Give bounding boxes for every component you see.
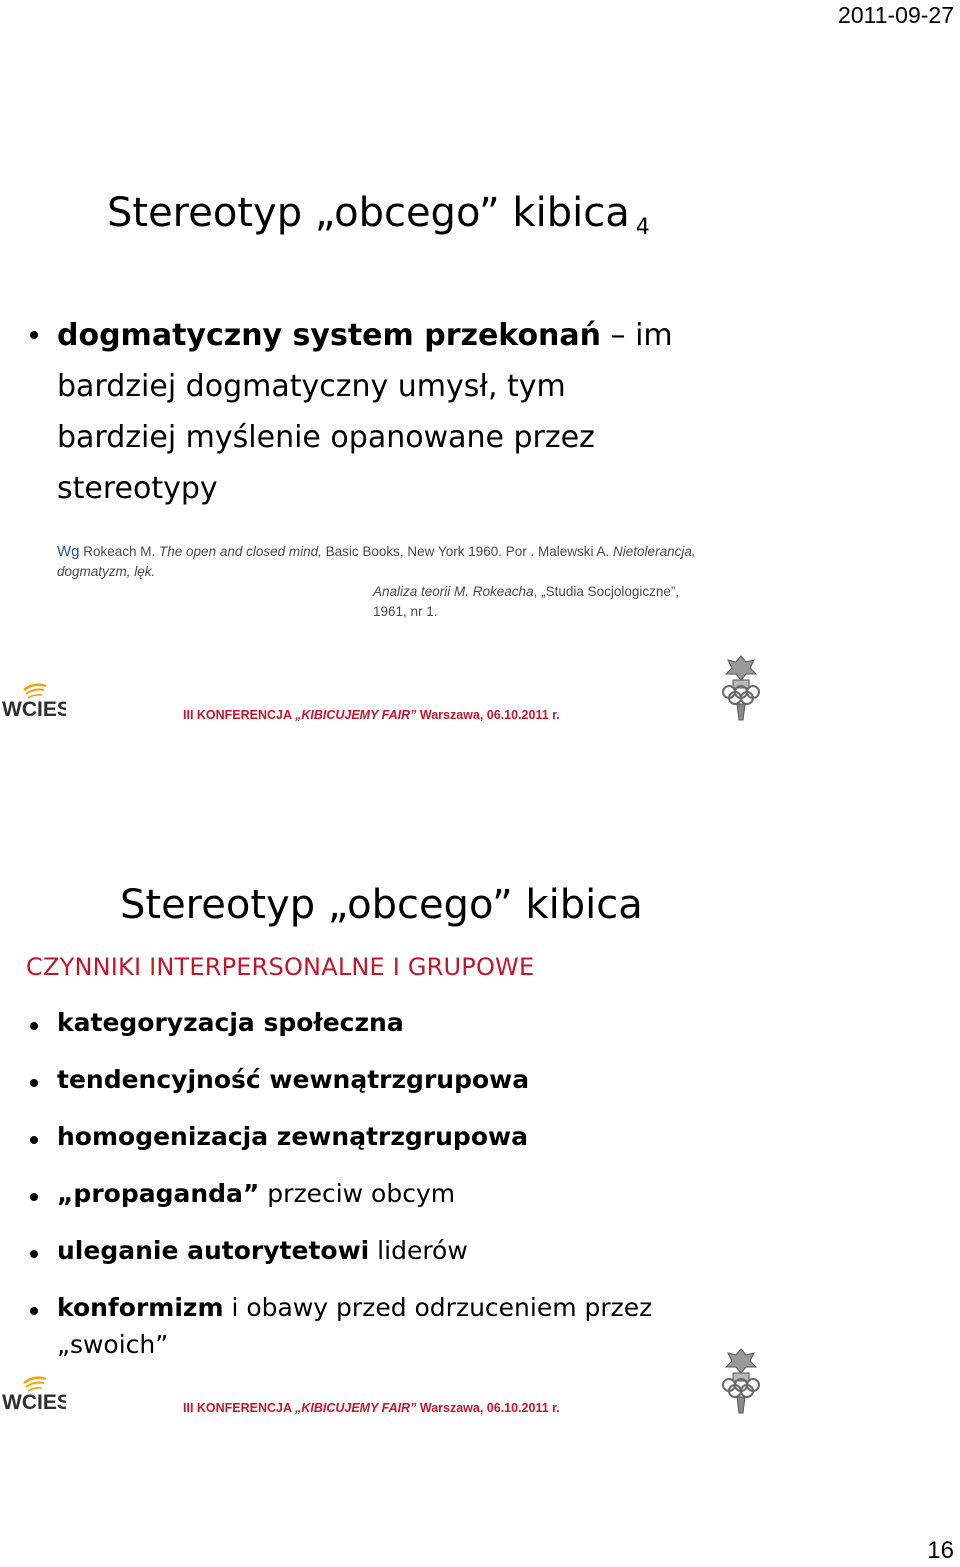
slide2-title: Stereotyp „obcego” kibica [120, 882, 643, 928]
ref-journal: , „Studia Socjologiczne”, 1961, nr 1. [373, 584, 680, 619]
slide2-item [57, 1293, 652, 1322]
slide2-footer-conf: III KONFERENCJA [183, 1401, 296, 1415]
slide2-item-bold: kategoryzacja społeczna [57, 1008, 404, 1037]
slide2-footer-event: „KIBICUJEMY FAIR” [295, 1401, 417, 1415]
slide1-bullet-bold: dogmatyczny system przekonań [57, 318, 602, 353]
slide1-bullet-line2: bardziej dogmatyczny umysł, tym [57, 369, 566, 404]
slide2-footer [183, 1401, 560, 1415]
olympic-emblem [716, 654, 766, 729]
olympic-emblem [716, 1347, 766, 1422]
slide1-title-text: Stereotyp „obcego” kibica [107, 190, 630, 236]
slide2-item-continuation: „swoich” [57, 1330, 169, 1359]
slide2-footer-place: Warszawa, 06.10.2011 r. [416, 1401, 560, 1415]
ref-title2: Nietolerancja, dogmatyzm, lęk. [57, 544, 696, 579]
polish-olympic-emblem-icon [716, 654, 766, 724]
slide2-item-rest: i obawy przed odrzuceniem przez [223, 1293, 653, 1322]
slide1-bullet [57, 310, 673, 514]
slide2-item [57, 1008, 404, 1037]
slide1-title-subscript: 4 [635, 215, 650, 240]
slide2-item-rest: przeciw obcym [259, 1179, 456, 1208]
slide2-item-bold: uleganie autorytetowi [57, 1236, 370, 1265]
slide2-red-heading: CZYNNIKI INTERPERSONALNE I GRUPOWE [26, 953, 535, 981]
slide1-bullet-line4: stereotypy [57, 471, 218, 506]
slide2-item [57, 1179, 455, 1208]
slide1-footer [183, 708, 560, 722]
slide2-item-bold: „propaganda” [57, 1179, 260, 1208]
slide1-bullet-line3: bardziej myślenie opanowane przez [57, 420, 595, 455]
slide2-item [57, 1122, 528, 1151]
slide1-bullet-dash: – im [601, 318, 673, 353]
slide1-footer-place: Warszawa, 06.10.2011 r. [416, 708, 560, 722]
bullet-dot-icon [30, 1250, 38, 1258]
bullet-dot-icon [30, 331, 38, 339]
ref-por: Por . Malewski A. [505, 544, 614, 559]
wcies-logo-text: WCIES [2, 1391, 66, 1413]
slide2-item-rest: liderów [369, 1236, 468, 1265]
wcies-logo-text: WCIES [2, 698, 66, 720]
ref-publisher: Basic Books, New York 1960. [321, 544, 506, 559]
bullet-dot-icon [30, 1307, 38, 1315]
bullet-dot-icon [30, 1193, 38, 1201]
slide1-footer-conf: III KONFERENCJA [183, 708, 296, 722]
slide2-item-bold: tendencyjność wewnątrzgrupowa [57, 1065, 530, 1094]
slide2-item-bold: homogenizacja zewnątrzgrupowa [57, 1122, 528, 1151]
ref-wg: Wg [57, 543, 80, 560]
slide1-footer-event: „KIBICUJEMY FAIR” [295, 708, 417, 722]
slide2-item [57, 1236, 468, 1265]
polish-olympic-emblem-icon [716, 1347, 766, 1417]
slide1-title [107, 190, 650, 240]
ref-book: The open and closed mind, [159, 544, 322, 559]
page-number: 16 [927, 1537, 954, 1564]
wcies-logo [2, 1373, 66, 1418]
bullet-dot-icon [30, 1022, 38, 1030]
ref-title3: Analiza teorii M. Rokeacha [373, 584, 534, 599]
bullet-dot-icon [30, 1079, 38, 1087]
document-date: 2011-09-27 [838, 2, 954, 28]
slide1-reference [57, 542, 707, 622]
slide2-item-bold: konformizm [57, 1293, 224, 1322]
wcies-logo [2, 680, 66, 725]
wcies-logo-icon [2, 1373, 66, 1413]
bullet-dot-icon [30, 1136, 38, 1144]
ref-author: Rokeach M. [79, 544, 160, 559]
wcies-logo-icon [2, 680, 66, 720]
slide2-item [57, 1065, 529, 1094]
